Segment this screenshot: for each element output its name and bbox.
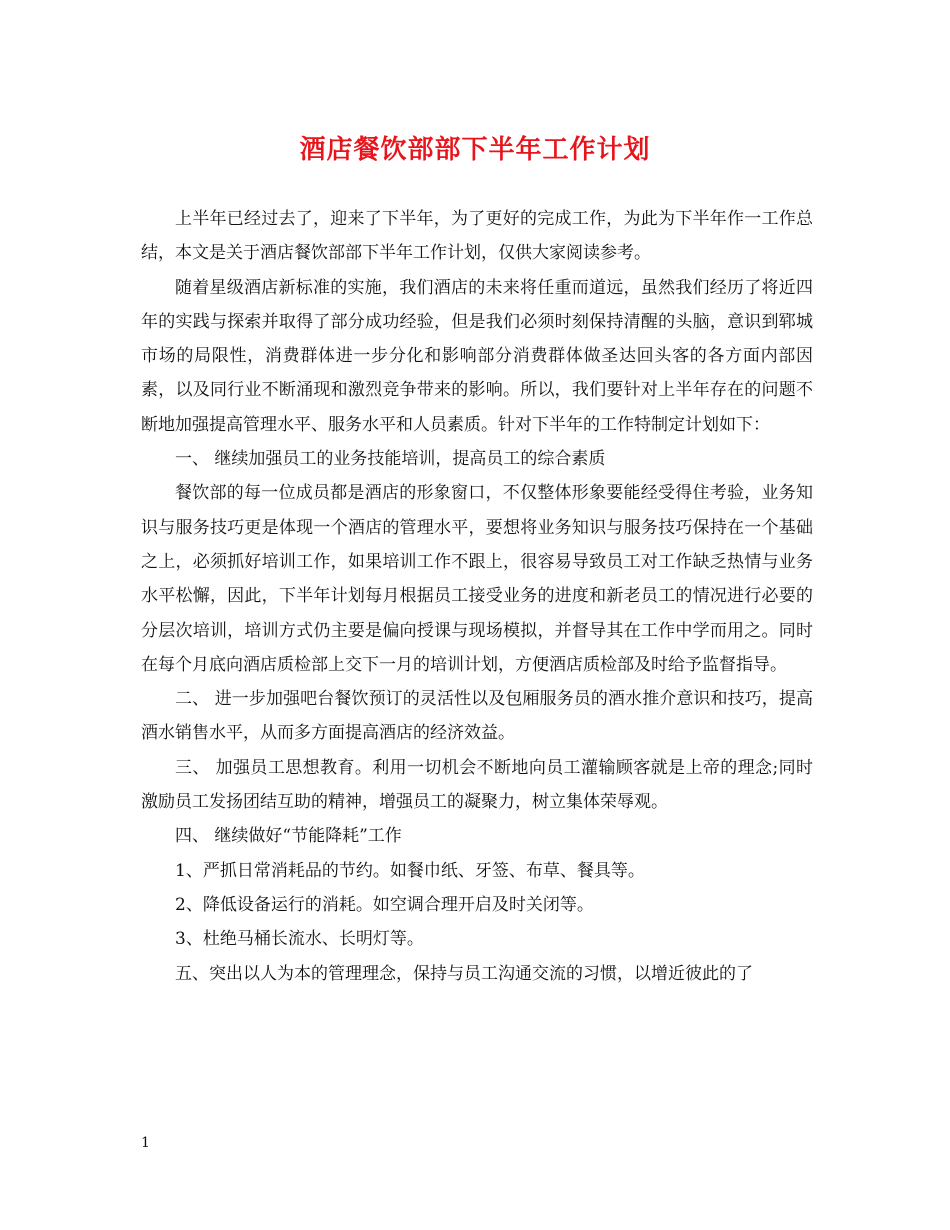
page-number: 1	[141, 1135, 150, 1151]
section-heading-5: 五、突出以人为本的管理理念，保持与员工沟通交流的习惯，以增近彼此的了	[175, 963, 753, 984]
section-heading-4: 四、 继续做好“节能降耗”工作	[175, 826, 402, 847]
list-item-1: 1、严抓日常消耗品的节约。如餐巾纸、牙签、布草、餐具等。	[175, 860, 645, 881]
list-item-2: 2、降低设备运行的消耗。如空调合理开启及时关闭等。	[175, 894, 594, 915]
paragraph-intro: 上半年已经过去了，迎来了下半年，为了更好的完成工作，为此为下半年作一工作总结，本文是关于酒店餐饮部部下半年工作计划，仅供大家阅读参考。	[141, 209, 813, 264]
section-heading-3: 三、 加强员工思想教育。利用一切机会不断地向员工灌输顾客就是上帝的理念;同时激励员工发扬团结互助的精神，增强员工的凝聚力，树立集体荣辱观。	[141, 757, 813, 813]
paragraph-background: 随着星级酒店新标准的实施，我们酒店的未来将任重而道远，虽然我们经历了将近四年的实践与探索并取得了部分成功经验，但是我们必须时刻保持清醒的头脑，意识到郓城市场的局限性，消费群体进一步分化和影响部分消费群体做圣达回头客的各方面内部因素，以及同行业不断涌现和激烈竞争带来的影响。所以，我们要针对上半年存在的问题不断地加强提高管理水平、服务水平和人员素质。针对下半年的工作特制定计划如下：	[141, 277, 813, 435]
document-title: 酒店餐饮部部下半年工作计划	[299, 135, 651, 165]
section-heading-1: 一、 继续加强员工的业务技能培训，提高员工的综合素质	[175, 449, 606, 470]
section-heading-2: 二、 进一步加强吧台餐饮预订的灵活性以及包厢服务员的酒水推介意识和技巧，提高酒水销售水平，从而多方面提高酒店的经济效益。	[141, 689, 813, 744]
document-body	[141, 202, 813, 991]
list-item-3: 3、杜绝马桶长流水、长明灯等。	[175, 929, 424, 950]
paragraph-training: 餐饮部的每一位成员都是酒店的形象窗口，不仅整体形象要能经受得住考验，业务知识与服务技巧更是体现一个酒店的管理水平，要想将业务知识与服务技巧保持在一个基础之上，必须抓好培训工作，如果培训工作不跟上，很容易导致员工对工作缺乏热情与业务水平松懈，因此，下半年计划每月根据员工接受业务的进度和新老员工的情况进行必要的分层次培训，培训方式仍主要是偏向授课与现场模拟，并督导其在工作中学而用之。同时在每个月底向酒店质检部上交下一月的培训计划，方便酒店质检部及时给予监督指导。	[141, 483, 813, 675]
